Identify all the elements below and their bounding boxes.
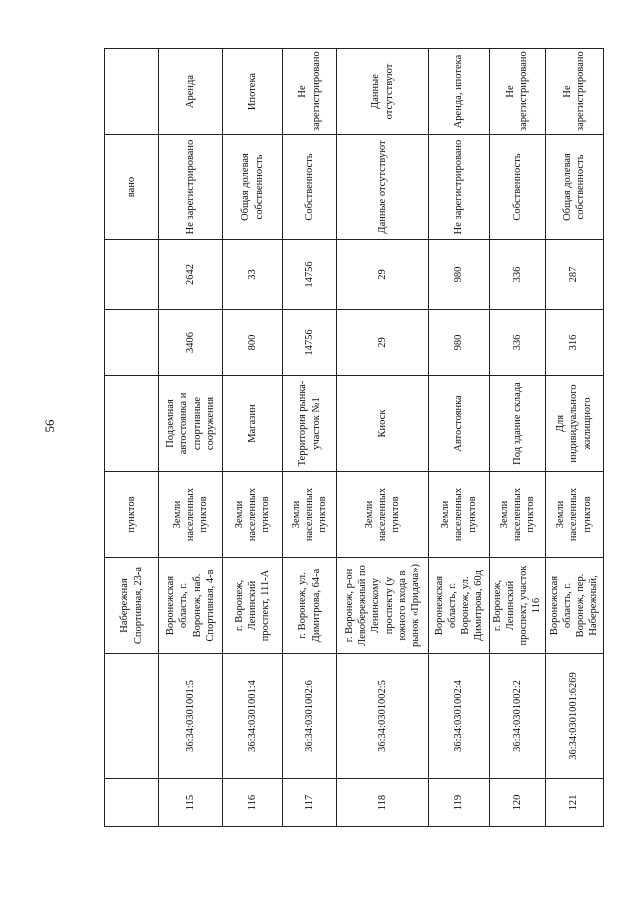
cell-address: г. Воронеж, р-он Левобережный по Ленинскому проспекту (у южного входа в рынок «Придача»): [337, 558, 429, 654]
table-row: [283, 49, 337, 827]
cell-category: Земли населенных пунктов: [490, 472, 546, 558]
cell-area-doc: 3406: [159, 310, 223, 376]
cell-num: 119: [429, 779, 490, 827]
cell-category: Земли населенных пунктов: [429, 472, 490, 558]
table-header-row: [105, 49, 159, 827]
table-body: [105, 49, 604, 827]
rotated-table: [104, 49, 602, 827]
cell-encumbrance: Не зарегистрировано: [283, 49, 337, 135]
cell-category: Земли населенных пунктов: [283, 472, 337, 558]
header-area-actual: [105, 240, 159, 310]
cell-category: Земли населенных пунктов: [159, 472, 223, 558]
table-row: [545, 49, 603, 827]
cell-use: Территория рынка-участок №1: [283, 376, 337, 472]
cell-right: Общая долевая собственность: [223, 135, 283, 240]
cell-area-actual: 33: [223, 240, 283, 310]
cell-right: Данные отсутствуют: [337, 135, 429, 240]
table-row: [337, 49, 429, 827]
cell-encumbrance: Ипотека: [223, 49, 283, 135]
header-category: пунктов: [105, 472, 159, 558]
cell-cadastral: 36:34:0301002:2: [490, 654, 546, 779]
cell-cadastral: 36:34:0301002:6: [283, 654, 337, 779]
cell-address: Воронежская область, г. Воронеж, наб. Спортивная, 4-в: [159, 558, 223, 654]
cell-area-doc: 29: [337, 310, 429, 376]
cell-right: Не зарегистрировано: [159, 135, 223, 240]
cell-num: 118: [337, 779, 429, 827]
cell-right: Общая долевая собственность: [545, 135, 603, 240]
header-cadastral: [105, 654, 159, 779]
cell-use: Под здание склада: [490, 376, 546, 472]
cell-cadastral: 36:34:0301002:5: [337, 654, 429, 779]
header-address: Набережная Спортивная, 23-а: [105, 558, 159, 654]
cell-encumbrance: Аренда: [159, 49, 223, 135]
cell-num: 117: [283, 779, 337, 827]
cell-use: Для индивидуального жилищного: [545, 376, 603, 472]
cell-area-doc: 316: [545, 310, 603, 376]
cell-use: Подземная автостоянка и спортивные сооружения: [159, 376, 223, 472]
cell-use: Автостоянка: [429, 376, 490, 472]
table-row: [429, 49, 490, 827]
cell-address: г. Воронеж, ул. Димитрова, 64-а: [283, 558, 337, 654]
cell-area-doc: 800: [223, 310, 283, 376]
cell-encumbrance: Не зарегистрировано: [545, 49, 603, 135]
cell-right: Не зарегистрировано: [429, 135, 490, 240]
cell-right: Собственность: [490, 135, 546, 240]
header-num: [105, 779, 159, 827]
header-area-doc: [105, 310, 159, 376]
header-encumbrance: [105, 49, 159, 135]
cell-use: Киоск: [337, 376, 429, 472]
cell-area-doc: 14756: [283, 310, 337, 376]
cell-area-actual: 14756: [283, 240, 337, 310]
cell-address: Воронежская область, г. Воронеж, ул. Димитрова, 60д: [429, 558, 490, 654]
cell-num: 116: [223, 779, 283, 827]
cell-encumbrance: Данные отсутствуют: [337, 49, 429, 135]
cell-num: 121: [545, 779, 603, 827]
cell-cadastral: 36:34:0301002:4: [429, 654, 490, 779]
cell-address: г. Воронеж, Ленинский проспект, 111-А: [223, 558, 283, 654]
cell-area-doc: 336: [490, 310, 546, 376]
cell-area-doc: 980: [429, 310, 490, 376]
cell-num: 120: [490, 779, 546, 827]
cell-category: Земли населенных пунктов: [223, 472, 283, 558]
cell-right: Собственность: [283, 135, 337, 240]
table-row: [159, 49, 223, 827]
cell-cadastral: 36:34:0301001:5: [159, 654, 223, 779]
cell-area-actual: 2642: [159, 240, 223, 310]
cell-category: Земли населенных пунктов: [545, 472, 603, 558]
cell-area-actual: 29: [337, 240, 429, 310]
cell-use: Магазин: [223, 376, 283, 472]
table-container: [104, 49, 602, 827]
cell-area-actual: 980: [429, 240, 490, 310]
cell-cadastral: 36:34:0301001:4: [223, 654, 283, 779]
cell-category: Земли населенных пунктов: [337, 472, 429, 558]
table-row: [490, 49, 546, 827]
header-right: вано: [105, 135, 159, 240]
page-number: 56: [42, 419, 57, 433]
cell-cadastral: 36:34:0301001:6269: [545, 654, 603, 779]
table-row: [223, 49, 283, 827]
cell-area-actual: 287: [545, 240, 603, 310]
cell-encumbrance: Не зарегистрировано: [490, 49, 546, 135]
header-use: [105, 376, 159, 472]
land-plots-table: [104, 48, 604, 827]
cell-address: Воронежская область, г. Воронеж, пер. Набережный,: [545, 558, 603, 654]
cell-area-actual: 336: [490, 240, 546, 310]
cell-address: г. Воронеж, Ленинский проспект, участок 116: [490, 558, 546, 654]
cell-encumbrance: Аренда, ипотека: [429, 49, 490, 135]
cell-num: 115: [159, 779, 223, 827]
